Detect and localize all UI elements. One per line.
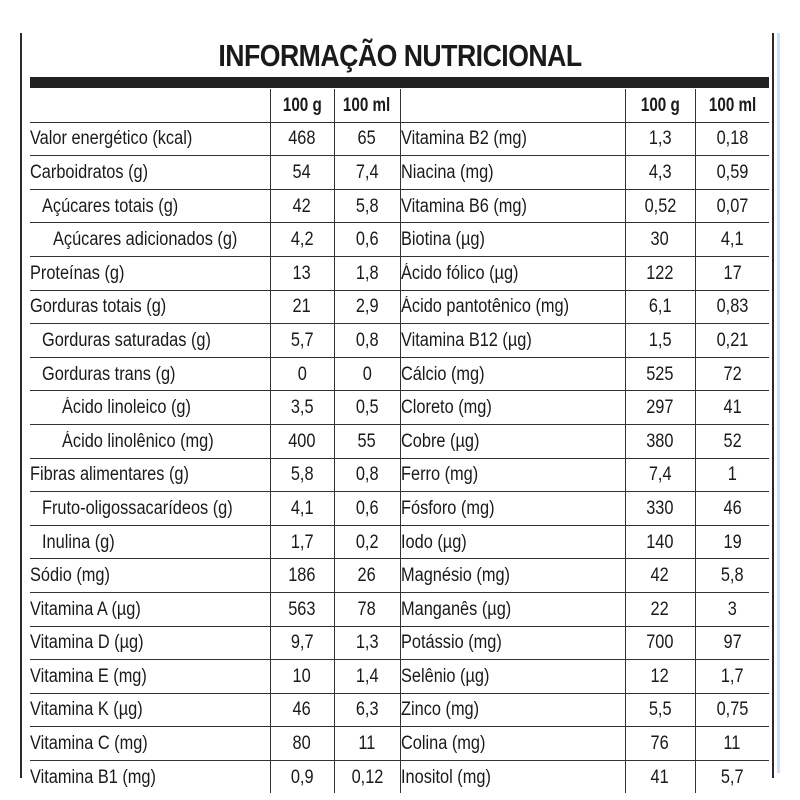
value-100g: 1,5 bbox=[625, 324, 695, 358]
nutrient-name: Proteínas (g) bbox=[30, 256, 270, 290]
header-100g-right: 100 g bbox=[625, 89, 695, 122]
header-100ml-left: 100 ml bbox=[334, 89, 400, 122]
nutrient-name: Niacina (mg) bbox=[400, 156, 625, 190]
value-100g: 468 bbox=[270, 122, 334, 156]
header-100g-left: 100 g bbox=[270, 89, 334, 122]
value-100ml: 0,5 bbox=[334, 391, 400, 425]
table-row bbox=[30, 290, 769, 324]
value-100g: 186 bbox=[270, 559, 334, 593]
table-row bbox=[30, 256, 769, 290]
value-100g: 80 bbox=[270, 727, 334, 761]
value-100ml: 1,3 bbox=[334, 626, 400, 660]
table-row bbox=[30, 357, 769, 391]
table-row bbox=[30, 727, 769, 761]
table-row bbox=[30, 223, 769, 257]
value-100ml: 5,8 bbox=[695, 559, 769, 593]
value-100g: 42 bbox=[625, 559, 695, 593]
value-100g: 42 bbox=[270, 189, 334, 223]
value-100ml: 19 bbox=[695, 525, 769, 559]
value-100ml: 0,83 bbox=[695, 290, 769, 324]
value-100g: 1,3 bbox=[625, 122, 695, 156]
value-100g: 0 bbox=[270, 357, 334, 391]
nutrient-name: Cloreto (mg) bbox=[400, 391, 625, 425]
value-100g: 46 bbox=[270, 693, 334, 727]
value-100g: 563 bbox=[270, 592, 334, 626]
header-divider bbox=[30, 77, 769, 88]
value-100g: 76 bbox=[625, 727, 695, 761]
nutrient-name: Fósforo (mg) bbox=[400, 492, 625, 526]
table-row bbox=[30, 660, 769, 694]
value-100g: 4,1 bbox=[270, 492, 334, 526]
value-100g: 330 bbox=[625, 492, 695, 526]
table-row bbox=[30, 458, 769, 492]
nutrient-name: Fibras alimentares (g) bbox=[30, 458, 270, 492]
value-100ml: 46 bbox=[695, 492, 769, 526]
value-100g: 122 bbox=[625, 256, 695, 290]
table-row bbox=[30, 324, 769, 358]
value-100g: 700 bbox=[625, 626, 695, 660]
nutrient-name: Cálcio (mg) bbox=[400, 357, 625, 391]
value-100ml: 11 bbox=[695, 727, 769, 761]
value-100g: 13 bbox=[270, 256, 334, 290]
value-100g: 0,52 bbox=[625, 189, 695, 223]
value-100ml: 0,6 bbox=[334, 223, 400, 257]
table-row bbox=[30, 592, 769, 626]
value-100ml: 1,7 bbox=[695, 660, 769, 694]
value-100g: 21 bbox=[270, 290, 334, 324]
value-100ml: 1,8 bbox=[334, 256, 400, 290]
value-100ml: 6,3 bbox=[334, 693, 400, 727]
value-100g: 22 bbox=[625, 592, 695, 626]
nutrient-name: Ácido linolênico (mg) bbox=[30, 424, 270, 458]
value-100ml: 55 bbox=[334, 424, 400, 458]
value-100g: 30 bbox=[625, 223, 695, 257]
value-100g: 140 bbox=[625, 525, 695, 559]
value-100ml: 0,8 bbox=[334, 458, 400, 492]
nutrient-name: Ácido linoleico (g) bbox=[30, 391, 270, 425]
nutrient-name: Açúcares adicionados (g) bbox=[30, 223, 270, 257]
value-100g: 1,7 bbox=[270, 525, 334, 559]
value-100ml: 1,4 bbox=[334, 660, 400, 694]
nutrient-name: Iodo (µg) bbox=[400, 525, 625, 559]
nutrient-name: Biotina (µg) bbox=[400, 223, 625, 257]
value-100ml: 0,18 bbox=[695, 122, 769, 156]
header-row bbox=[30, 89, 769, 122]
nutrient-name: Selênio (µg) bbox=[400, 660, 625, 694]
value-100g: 0,9 bbox=[270, 760, 334, 793]
nutrient-name: Fruto-oligossacarídeos (g) bbox=[30, 492, 270, 526]
nutrient-name: Magnésio (mg) bbox=[400, 559, 625, 593]
value-100ml: 65 bbox=[334, 122, 400, 156]
table-row bbox=[30, 391, 769, 425]
value-100ml: 0,2 bbox=[334, 525, 400, 559]
nutrient-name: Ácido pantotênico (mg) bbox=[400, 290, 625, 324]
value-100ml: 72 bbox=[695, 357, 769, 391]
nutrient-name: Valor energético (kcal) bbox=[30, 122, 270, 156]
nutrient-name: Vitamina B12 (µg) bbox=[400, 324, 625, 358]
nutrient-name: Ácido fólico (µg) bbox=[400, 256, 625, 290]
nutrient-name: Cobre (µg) bbox=[400, 424, 625, 458]
value-100ml: 26 bbox=[334, 559, 400, 593]
table-row bbox=[30, 760, 769, 793]
value-100g: 3,5 bbox=[270, 391, 334, 425]
value-100g: 4,2 bbox=[270, 223, 334, 257]
value-100ml: 1 bbox=[695, 458, 769, 492]
table-row bbox=[30, 626, 769, 660]
nutrition-table bbox=[30, 89, 769, 793]
value-100ml: 0,59 bbox=[695, 156, 769, 190]
value-100ml: 4,1 bbox=[695, 223, 769, 257]
nutrient-name: Gorduras trans (g) bbox=[30, 357, 270, 391]
value-100ml: 0,07 bbox=[695, 189, 769, 223]
table-row bbox=[30, 189, 769, 223]
nutrient-name: Sódio (mg) bbox=[30, 559, 270, 593]
value-100ml: 11 bbox=[334, 727, 400, 761]
table-row bbox=[30, 559, 769, 593]
value-100g: 41 bbox=[625, 760, 695, 793]
value-100g: 54 bbox=[270, 156, 334, 190]
value-100ml: 0,12 bbox=[334, 760, 400, 793]
value-100ml: 0,8 bbox=[334, 324, 400, 358]
nutrient-name: Inulina (g) bbox=[30, 525, 270, 559]
table-row bbox=[30, 492, 769, 526]
value-100g: 400 bbox=[270, 424, 334, 458]
table-row bbox=[30, 122, 769, 156]
value-100ml: 41 bbox=[695, 391, 769, 425]
nutrient-name: Vitamina K (µg) bbox=[30, 693, 270, 727]
nutrient-name: Vitamina B1 (mg) bbox=[30, 760, 270, 793]
nutrient-name: Vitamina A (µg) bbox=[30, 592, 270, 626]
value-100ml: 0 bbox=[334, 357, 400, 391]
value-100g: 6,1 bbox=[625, 290, 695, 324]
nutrient-name: Inositol (mg) bbox=[400, 760, 625, 793]
table-row bbox=[30, 156, 769, 190]
value-100ml: 97 bbox=[695, 626, 769, 660]
value-100ml: 78 bbox=[334, 592, 400, 626]
value-100g: 7,4 bbox=[625, 458, 695, 492]
table-row bbox=[30, 424, 769, 458]
value-100ml: 5,7 bbox=[695, 760, 769, 793]
value-100ml: 5,8 bbox=[334, 189, 400, 223]
nutrient-name: Zinco (mg) bbox=[400, 693, 625, 727]
nutrient-name: Vitamina C (mg) bbox=[30, 727, 270, 761]
nutrient-name: Gorduras saturadas (g) bbox=[30, 324, 270, 358]
nutrient-name: Vitamina B2 (mg) bbox=[400, 122, 625, 156]
value-100g: 5,8 bbox=[270, 458, 334, 492]
nutrient-name: Vitamina E (mg) bbox=[30, 660, 270, 694]
header-blank-left bbox=[30, 89, 270, 122]
value-100g: 9,7 bbox=[270, 626, 334, 660]
nutrient-name: Ferro (mg) bbox=[400, 458, 625, 492]
value-100ml: 0,6 bbox=[334, 492, 400, 526]
value-100ml: 0,75 bbox=[695, 693, 769, 727]
value-100g: 12 bbox=[625, 660, 695, 694]
value-100ml: 2,9 bbox=[334, 290, 400, 324]
nutrient-name: Gorduras totais (g) bbox=[30, 290, 270, 324]
nutrient-name: Carboidratos (g) bbox=[30, 156, 270, 190]
value-100g: 4,3 bbox=[625, 156, 695, 190]
value-100ml: 17 bbox=[695, 256, 769, 290]
page-title: INFORMAÇÃO NUTRICIONAL bbox=[218, 38, 582, 73]
nutrient-name: Vitamina B6 (mg) bbox=[400, 189, 625, 223]
value-100g: 525 bbox=[625, 357, 695, 391]
edge-accent bbox=[777, 33, 780, 773]
value-100ml: 52 bbox=[695, 424, 769, 458]
table-row bbox=[30, 693, 769, 727]
value-100g: 380 bbox=[625, 424, 695, 458]
nutrient-name: Vitamina D (µg) bbox=[30, 626, 270, 660]
value-100ml: 3 bbox=[695, 592, 769, 626]
value-100ml: 7,4 bbox=[334, 156, 400, 190]
value-100g: 5,7 bbox=[270, 324, 334, 358]
value-100ml: 0,21 bbox=[695, 324, 769, 358]
header-100ml-right: 100 ml bbox=[695, 89, 769, 122]
table-row bbox=[30, 525, 769, 559]
nutrient-name: Manganês (µg) bbox=[400, 592, 625, 626]
nutrient-name: Potássio (mg) bbox=[400, 626, 625, 660]
header-blank-right bbox=[400, 89, 625, 122]
value-100g: 297 bbox=[625, 391, 695, 425]
value-100g: 10 bbox=[270, 660, 334, 694]
nutrient-name: Colina (mg) bbox=[400, 727, 625, 761]
value-100g: 5,5 bbox=[625, 693, 695, 727]
nutrient-name: Açúcares totais (g) bbox=[30, 189, 270, 223]
